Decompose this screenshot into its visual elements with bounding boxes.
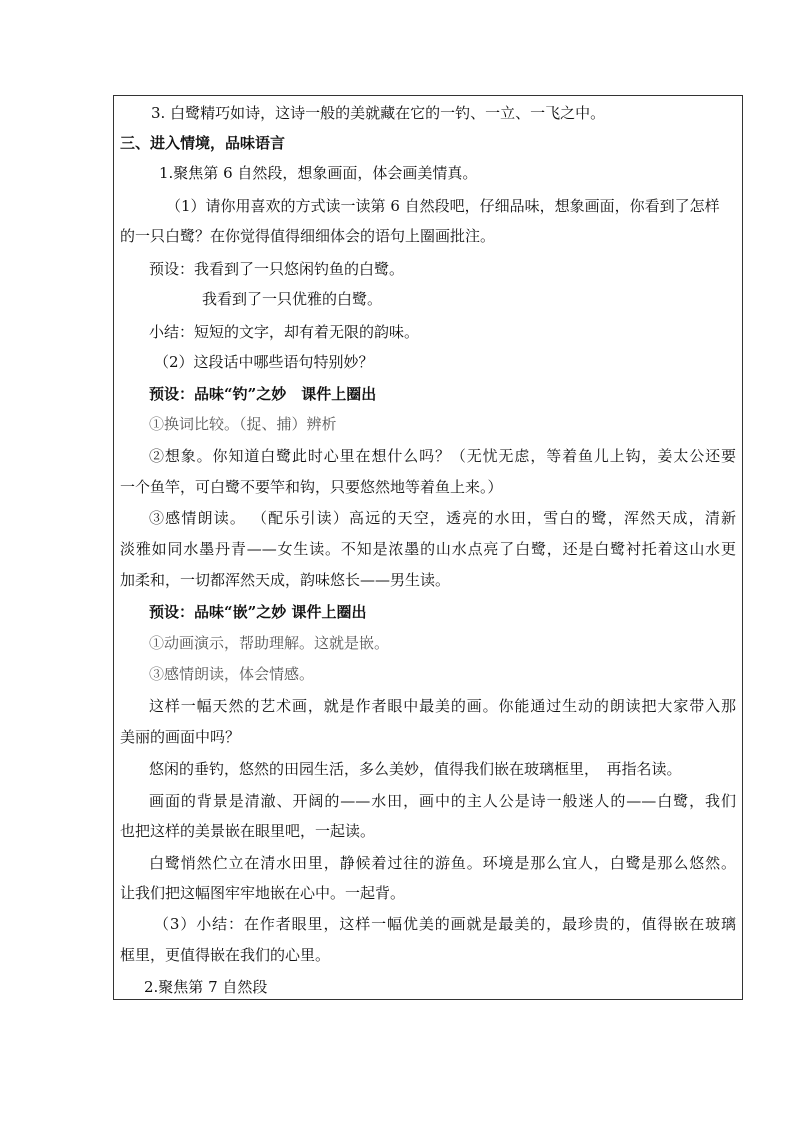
activity-line-8: ③感情朗读，体会情感。 [149, 665, 315, 683]
summary-line-3: （3）小结：在作者眼里，这样一幅优美的画就是最美的，最珍贵的，值得嵌在玻璃 [154, 915, 736, 933]
activity-line-5: 淡雅如同水墨丹青——女生读。不知是浓墨的山水点亮了白鹭，还是白鹭衬托着这山水更 [120, 540, 736, 558]
question-line-2: （2）这段话中哪些语句特别妙？ [154, 353, 374, 371]
preset-line-2: 我看到了一只优雅的白鹭。 [202, 290, 383, 308]
paragraph-line-22: 悠闲的垂钓，悠然的田园生活，多么美妙，值得我们嵌在玻璃框里， 再指名读。 [149, 760, 682, 778]
lesson-plan-table-cell [113, 95, 743, 1000]
activity-line-2: ②想象。你知道白鹭此时心里在想什么吗？（无忧无虑，等着鱼儿上钩，姜太公还要 [149, 447, 736, 465]
paragraph-line-25: 白鹭悄然伫立在清水田里，静候着过往的游鱼。环境是那么宜人，白鹭是那么悠然。 [149, 854, 736, 872]
paragraph-line-24: 也把这样的美景嵌在眼里吧，一起读。 [120, 822, 376, 840]
activity-line-4: ③感情朗读。 （配乐引读）高远的天空，透亮的水田，雪白的鹭，浑然天成，清新 [149, 509, 736, 527]
preset-line-1: 预设：我看到了一只悠闲钓鱼的白鹭。 [149, 260, 405, 278]
activity-line-1: ①换词比较。（捉、捕）辨析 [149, 415, 337, 433]
preset-heading-qian: 预设：品味“嵌”之妙 课件上圈出 [149, 603, 367, 621]
paragraph-line-4: （1）请你用喜欢的方式读一读第 6 自然段吧，仔细品味，想象画面，你看到了怎样 [166, 197, 720, 215]
preset-heading-diao: 预设：品味“钓”之妙 课件上圈出 [149, 385, 377, 403]
paragraph-line-26: 让我们把这幅图牢牢地嵌在心中。一起背。 [120, 884, 406, 902]
activity-line-7: ①动画演示，帮助理解。这就是嵌。 [149, 634, 390, 652]
section-heading-three: 三、进入情境，品味语言 [120, 134, 286, 152]
summary-line-1: 小结：短短的文字，却有着无限的韵味。 [149, 323, 420, 341]
paragraph-line-23: 画面的背景是清澈、开阔的——水田，画中的主人公是诗一般迷人的——白鹭，我们 [149, 792, 736, 810]
paragraph-line-21: 美丽的画面中吗？ [120, 728, 241, 746]
summary-line-3-cont: 框里，更值得嵌在我们的心里。 [120, 946, 331, 964]
paragraph-line-20: 这样一幅天然的艺术画，就是作者眼中最美的画。你能通过生动的朗读把大家带入那 [149, 697, 736, 715]
activity-line-6: 加柔和，一切都浑然天成，韵味悠长——男生读。 [120, 571, 451, 589]
subsection-heading-2: 2.聚焦第 7 自然段 [144, 978, 268, 996]
paragraph-line-1: 3. 白鹭精巧如诗，这诗一般的美就藏在它的一钓、一立、一飞之中。 [151, 104, 606, 122]
subsection-heading-1: 1.聚焦第 6 自然段，想象画面，体会画美情真。 [159, 164, 478, 182]
activity-line-3: 一个鱼竿，可白鹭不要竿和钩，只要悠然地等着鱼上来。） [120, 478, 503, 496]
paragraph-line-5: 的一只白鹭？在你觉得值得细细体会的语句上圈画批注。 [120, 227, 496, 245]
